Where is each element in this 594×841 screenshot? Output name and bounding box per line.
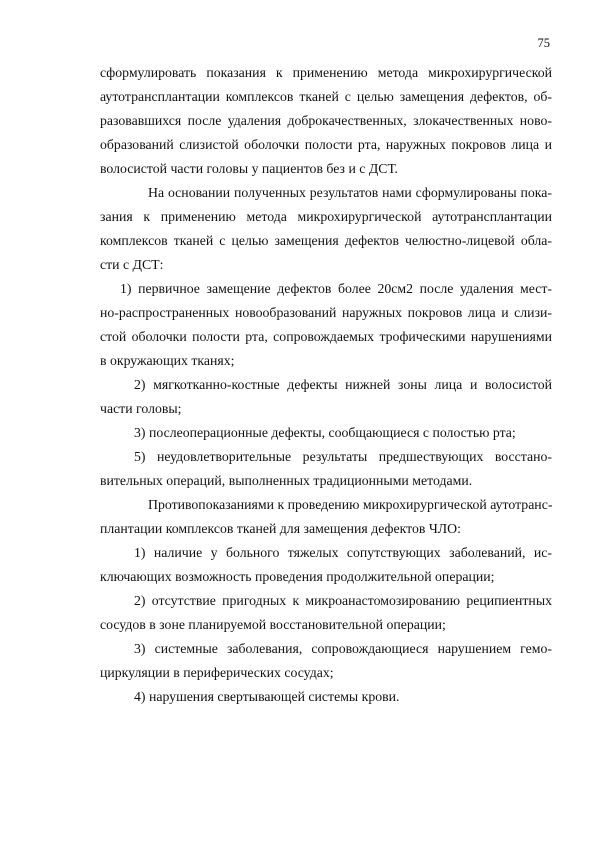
text-line: сформулировать показания к применению метода микрохирургической — [100, 65, 552, 80]
text-line: но-распространенных новообразований наружных покровов лица и слизи- — [100, 305, 552, 320]
text-line: 1) первичное замещение дефектов более 20см2 после удаления мест- — [120, 281, 552, 296]
text-line: На основании полученных результатов нами сформулированы пока- — [148, 185, 552, 200]
text-line: аутотрансплантации комплексов тканей с целью замещения дефектов, об- — [100, 89, 552, 104]
text-line: 3) системные заболевания, сопровождающиеся нарушением гемо- — [134, 641, 552, 656]
text-line: Противопоказаниями к проведению микрохирургической аутотранс- — [148, 497, 553, 512]
text-line: образований слизистой оболочки полости рта, наружных покровов лица и — [100, 137, 552, 152]
text-line: вительных операций, выполненных традиционными методами. — [100, 473, 473, 488]
text-line: 3) послеоперационные дефекты, сообщающиеся с полостью рта; — [134, 425, 516, 440]
text-line: 2) мягкотканно-костные дефекты нижней зоны лица и волосистой — [134, 377, 552, 392]
text-line: части головы; — [100, 401, 182, 416]
text-line: стой оболочки полости рта, сопровождаемых трофическими нарушениями — [100, 329, 552, 344]
text-line: 5) неудовлетворительные результаты предшествующих восстано- — [134, 449, 552, 464]
text-line: 4) нарушения свертывающей системы крови. — [134, 689, 400, 704]
text-line: зания к применению метода микрохирургической аутотрансплантации — [100, 209, 552, 224]
text-line: плантации комплексов тканей для замещения дефектов ЧЛО: — [100, 521, 461, 536]
text-line: разовавшихся после удаления доброкачественных, злокачественных ново- — [100, 113, 552, 128]
text-line: сосудов в зоне планируемой восстановительной операции; — [100, 617, 446, 632]
text-line: ключающих возможность проведения продолжительной операции; — [100, 569, 495, 584]
text-line: 2) отсутствие пригодных к микроанастомозированию реципиентных — [134, 593, 552, 608]
text-line: волосистой части головы у пациентов без и с ДСТ. — [100, 161, 398, 176]
text-line: комплексов тканей с целью замещения дефектов челюстно-лицевой обла- — [100, 233, 552, 248]
text-line: циркуляции в периферических сосудах; — [100, 665, 334, 680]
text-line: 1) наличие у больного тяжелых сопутствующих заболеваний, ис- — [134, 545, 552, 560]
text-line: в окружающих тканях; — [100, 353, 235, 368]
page-number: 75 — [537, 36, 550, 50]
text-line: сти с ДСТ: — [100, 257, 164, 272]
